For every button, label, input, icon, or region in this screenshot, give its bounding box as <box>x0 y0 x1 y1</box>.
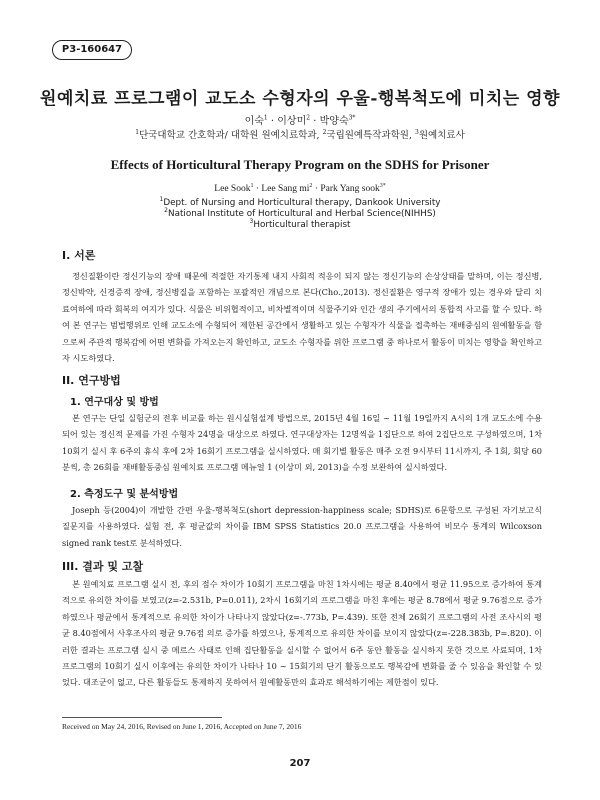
subsection-heading-tools: 2. 측정도구 및 분석방법 <box>70 489 179 500</box>
authors-korean <box>0 112 600 127</box>
affil-sup: 2 <box>322 128 327 136</box>
author-sup: 3* <box>379 182 386 189</box>
affil-sup: 3 <box>415 128 419 136</box>
author-separator: · <box>310 116 320 127</box>
author-name: 이상미 <box>277 116 307 127</box>
author-separator: · <box>267 116 278 127</box>
affil-text: Dept. of Nursing and Horticultural therapy, Dankook University <box>163 198 441 208</box>
methods-paragraph-1: 본 연구는 단일 실험군의 전후 비교를 하는 원시실험설계 방법으로, 2015년 4월 16일 ~ 11월 19일까지 A시의 1개 교도소에 수용되어 있는 정신적 문제를 가진 수형자 24명을 대상으로 하였다. 연구대상자는 12명씩을 1집단으로 하여 2집단으로 구성하였으며, 1차 10회기 실시 후 6주의 휴식 후에 2차 16회기 프로그램을 실시하였다. 매 회기별 활동은 매주 오전 9시부터 11시까지, 주 1회, 회당 60분씩, 총 26회를 재배활동중심 원예치료 프로그램 메뉴얼 1 (이상미 외, 2013)을 수정 보완하여 실시하였다. <box>62 413 542 473</box>
received-footnote: Received on May 24, 2016, Revised on June 1, 2016, Accepted on June 7, 2016 <box>62 722 302 731</box>
page-number: 207 <box>289 758 311 769</box>
author-sup: 3* <box>348 114 356 122</box>
title-english: Effects of Horticultural Therapy Program on the SDHS for Prisoner <box>110 157 490 172</box>
author-sup: 2 <box>306 114 311 122</box>
author-name: Lee Sook <box>214 184 251 194</box>
affil-text: 단국대학교 간호학과/ 대학원 원예치료학과, <box>139 130 323 141</box>
affil-text: 원예치료사 <box>418 130 465 141</box>
author-sup: 1 <box>250 182 254 189</box>
affil-text: 국립원예특작과학원, <box>326 130 416 141</box>
author-name: Park Yang sook <box>320 184 380 194</box>
author-name: 박양숙 <box>319 116 349 127</box>
affil-sup: 1 <box>159 196 164 204</box>
section-heading-intro: I. 서론 <box>62 249 96 262</box>
affiliation-english-3 <box>0 220 600 231</box>
author-separator: · <box>312 184 321 194</box>
affiliation-english-1 <box>0 198 600 209</box>
author-sup: 2 <box>309 182 313 189</box>
subsection-heading-subjects: 1. 연구대상 및 방법 <box>70 397 159 408</box>
affiliation-english-2 <box>0 209 600 220</box>
affil-sup: 3 <box>249 218 254 226</box>
affil-sup: 2 <box>164 207 168 215</box>
footnote-divider <box>62 717 222 718</box>
section-heading-methods: II. 연구방법 <box>62 374 121 387</box>
author-separator: · <box>253 184 262 194</box>
title-korean: 원예치료 프로그램이 교도소 수형자의 우울-행복척도에 미치는 영향 <box>40 89 560 109</box>
intro-paragraph: 정신질환이란 정신기능의 장애 때문에 적절한 자기통제 내지 사회적 적응이 되지 않는 정신기능의 손상상태를 말하며, 이는 정신병, 정신박약, 신경증적 장애, 정신병질을 포함하는 포괄적인 개념으로 본다(Cho.,2013). 정신질환은 영구적 장애가 있는 경우와 달리 치료여하에 따라 회복의 여지가 있다. 식물은 비위협적이고, 비차별적이며 식물주기와 인간 생의 주기에서의 통합적 사고를 할 수 있다. 하여 본 연구는 범법행위로 인해 교도소에 수형되어 제한된 공간에서 생활하고 있는 수형자가 식물을 접촉하는 재배중심의 원예활동을 함으로써 주관적 행복감에 어떤 변화를 가져오는지 확인하고, 교도소 수형자를 위한 프로그램 중 하나로서 활동이 미치는 영향을 확인하고자 시도하였다. <box>62 271 542 364</box>
affil-sup: 1 <box>135 128 140 136</box>
affil-text: National Institute of Horticultural and Herbal Science(NIHHS) <box>167 209 436 219</box>
paper-id-badge: P3-160647 <box>52 40 132 60</box>
affil-text: Horticultural therapist <box>253 220 351 230</box>
methods-paragraph-2: Joseph 등(2004)이 개발한 간편 우울-행복척도(short depression-happiness scale; SDHS)로 6문항으로 구성된 자기보고식 질문지를 사용하였다. 실험 전, 후 평균값의 차이를 IBM SPSS Statistics 20.0 프로그램을 사용하여 비모수 통계의 Wilcoxson signed rank test로 분석하였다. <box>62 505 542 548</box>
authors-english <box>0 184 600 194</box>
author-name: Lee Sang mi <box>261 184 310 194</box>
affiliations-korean <box>0 127 600 141</box>
author-name: 이숙 <box>244 116 264 127</box>
section-heading-results: III. 결과 및 고찰 <box>62 560 144 573</box>
author-sup: 1 <box>263 114 268 122</box>
results-paragraph: 본 원예치료 프로그램 실시 전, 후의 점수 차이가 10회기 프로그램을 마친 1차시에는 평균 8.40에서 평균 11.95으로 증가하여 통계적으로 유의한 차이를 보였고(z=-2.531b, P=0.011), 2차시 16회기의 프로그램을 마친 후에는 평균 8.78에서 평균 9.76점으로 증가하였으나 평균에서 통계적으로 유의한 차이가 나타나지 않았다(z=-.773b, P=.439). 또한 전체 26회기 프로그램의 사전 조사시의 평균 8.40점에서 사후조사의 평균 9.76점 의로 증가를 하였으나, 통계적으로 유의한 차이를 보이지 않았다(z=-228.383b, P=.820). 이러한 결과는 프로그램 실시 중 메르스 사태로 인해 집단활동을 실시할 수 없어서 6주 동안 활동을 실시하지 못한 것으로 사료되며, 1차 프로그램의 10회기 실시 이후에는 유의한 차이가 나타나 10 ~ 15회기의 단기 활동으로도 행복감에 변화를 줄 수 있음을 확인할 수 있었다. 대조군이 없고, 다른 활동들도 통제하지 못하여서 원예활동만의 효과로 해석하기에는 제한점이 있다. <box>62 579 542 688</box>
